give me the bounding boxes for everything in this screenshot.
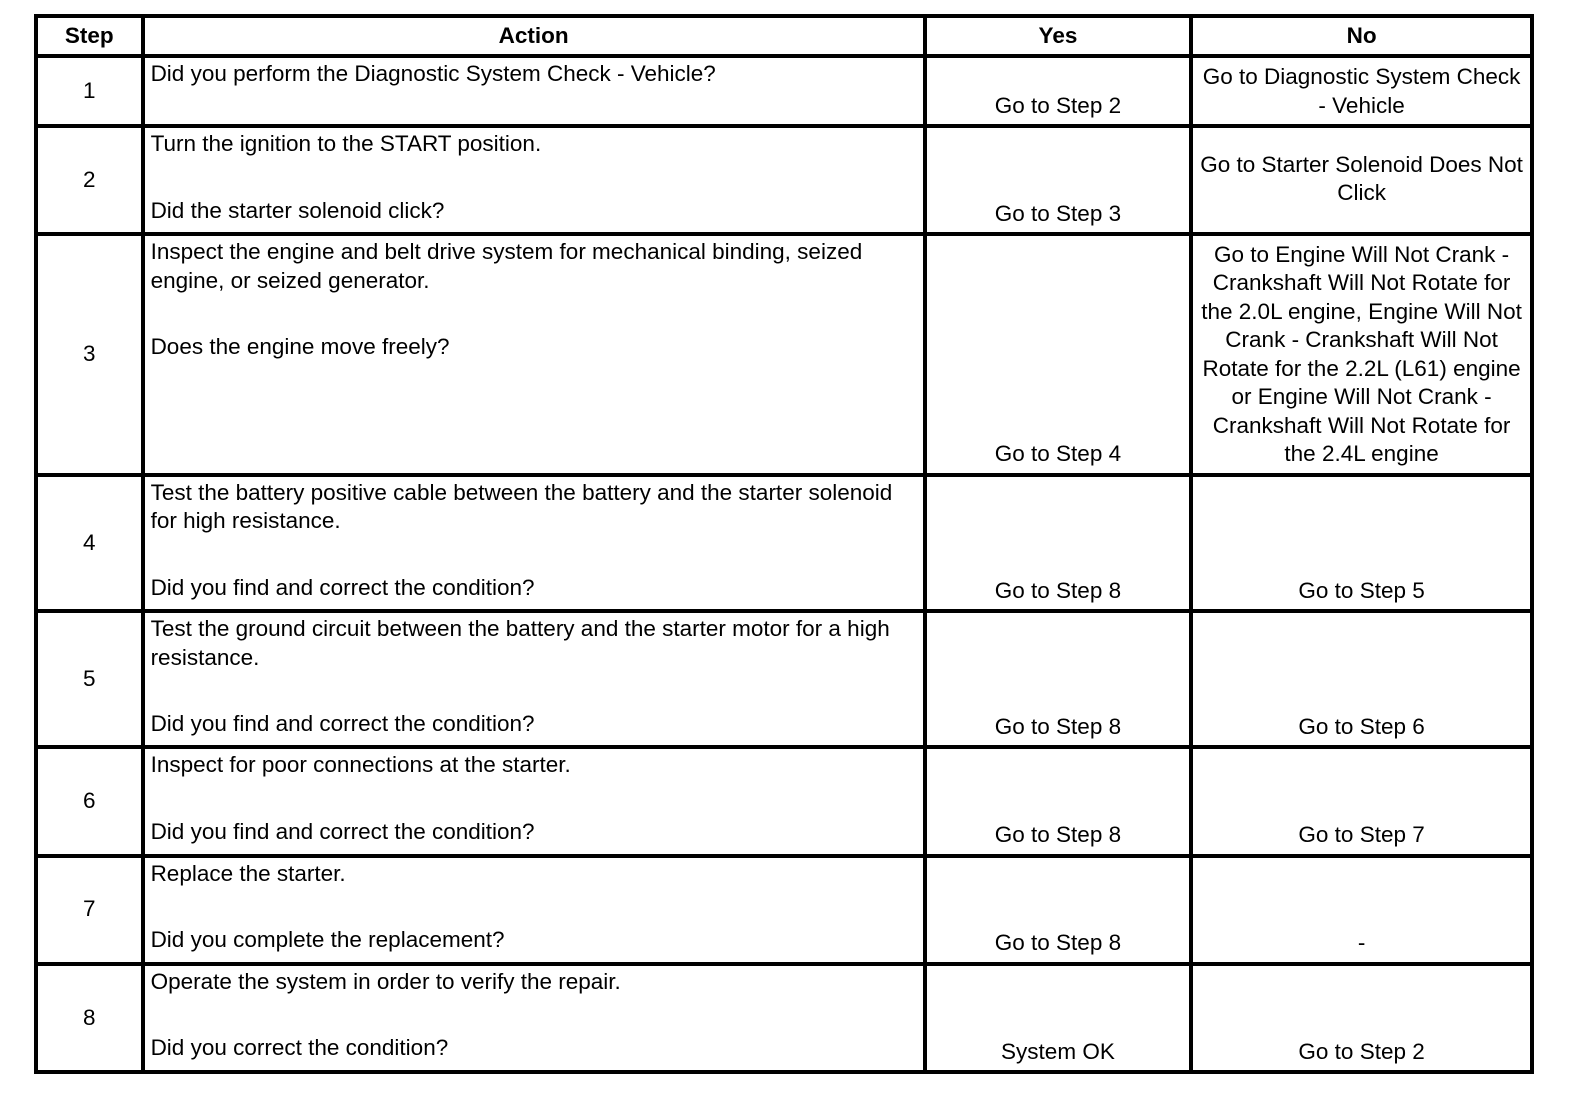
action-question: Did you complete the replacement? bbox=[150, 927, 505, 953]
action-cell bbox=[143, 234, 925, 474]
header-no: No bbox=[1191, 16, 1532, 56]
no-cell: Go to Starter Solenoid Does Not Click bbox=[1191, 126, 1532, 234]
diagnostic-table bbox=[34, 14, 1534, 1074]
step-number: 1 bbox=[36, 56, 143, 126]
header-action: Action bbox=[143, 16, 925, 56]
no-cell: Go to Step 6 bbox=[1191, 611, 1532, 747]
header-step: Step bbox=[36, 16, 143, 56]
action-instruction: Operate the system in order to verify the repair. bbox=[150, 968, 621, 994]
action-cell bbox=[143, 126, 925, 234]
yes-cell: Go to Step 8 bbox=[925, 475, 1191, 611]
action-instruction: Did you perform the Diagnostic System Check - Vehicle? bbox=[150, 61, 716, 86]
header-row bbox=[36, 16, 1532, 56]
yes-cell: System OK bbox=[925, 964, 1191, 1072]
action-question: Did you find and correct the condition? bbox=[150, 711, 535, 737]
table-row bbox=[36, 611, 1532, 747]
yes-cell: Go to Step 4 bbox=[925, 234, 1191, 474]
action-instruction: Test the battery positive cable between the battery and the starter solenoid for high resistance. bbox=[150, 479, 893, 534]
table-row bbox=[36, 747, 1532, 855]
action-cell bbox=[143, 475, 925, 611]
step-number: 4 bbox=[36, 475, 143, 611]
action-cell bbox=[143, 611, 925, 747]
step-number: 6 bbox=[36, 747, 143, 855]
step-number: 7 bbox=[36, 856, 143, 964]
action-instruction: Replace the starter. bbox=[150, 860, 346, 886]
yes-cell: Go to Step 8 bbox=[925, 747, 1191, 855]
action-question: Did you find and correct the condition? bbox=[150, 574, 535, 600]
action-instruction: Inspect the engine and belt drive system for mechanical binding, seized engine, or seized generator. bbox=[150, 239, 863, 293]
action-cell bbox=[143, 964, 925, 1072]
table-row bbox=[36, 856, 1532, 964]
no-cell: Go to Step 5 bbox=[1191, 475, 1532, 611]
action-instruction: Test the ground circuit between the battery and the starter motor for a high resistance. bbox=[150, 616, 890, 670]
no-cell: Go to Step 2 bbox=[1191, 964, 1532, 1072]
action-cell bbox=[143, 747, 925, 855]
action-instruction: Inspect for poor connections at the starter. bbox=[150, 752, 571, 778]
action-cell bbox=[143, 856, 925, 964]
no-cell: Go to Diagnostic System Check - Vehicle bbox=[1191, 56, 1532, 126]
no-cell: Go to Step 7 bbox=[1191, 747, 1532, 855]
header-yes: Yes bbox=[925, 16, 1191, 56]
step-number: 8 bbox=[36, 964, 143, 1072]
step-number: 5 bbox=[36, 611, 143, 747]
yes-cell: Go to Step 8 bbox=[925, 856, 1191, 964]
table-row bbox=[36, 964, 1532, 1072]
action-question: Did you find and correct the condition? bbox=[150, 818, 535, 844]
step-number: 3 bbox=[36, 234, 143, 474]
action-question: Did you correct the condition? bbox=[150, 1035, 449, 1061]
yes-cell: Go to Step 8 bbox=[925, 611, 1191, 747]
table-row bbox=[36, 56, 1532, 126]
table-row bbox=[36, 126, 1532, 234]
yes-cell: Go to Step 2 bbox=[925, 56, 1191, 126]
action-question: Does the engine move freely? bbox=[150, 334, 450, 360]
step-number: 2 bbox=[36, 126, 143, 234]
no-cell: - bbox=[1191, 856, 1532, 964]
action-question: Did the starter solenoid click? bbox=[150, 197, 445, 223]
table-row bbox=[36, 475, 1532, 611]
yes-cell: Go to Step 3 bbox=[925, 126, 1191, 234]
no-cell: Go to Engine Will Not Crank - Crankshaft Will Not Rotate for the 2.0L engine, Engine Will Not Crank - Crankshaft Will Not Rotate for the 2.2L (L61) engine or Engine Will Not Crank - Crankshaft Will Not Rotate for the 2.4L engine bbox=[1191, 234, 1532, 474]
action-instruction: Turn the ignition to the START position. bbox=[150, 131, 542, 157]
table-row bbox=[36, 234, 1532, 474]
action-cell bbox=[143, 56, 925, 126]
